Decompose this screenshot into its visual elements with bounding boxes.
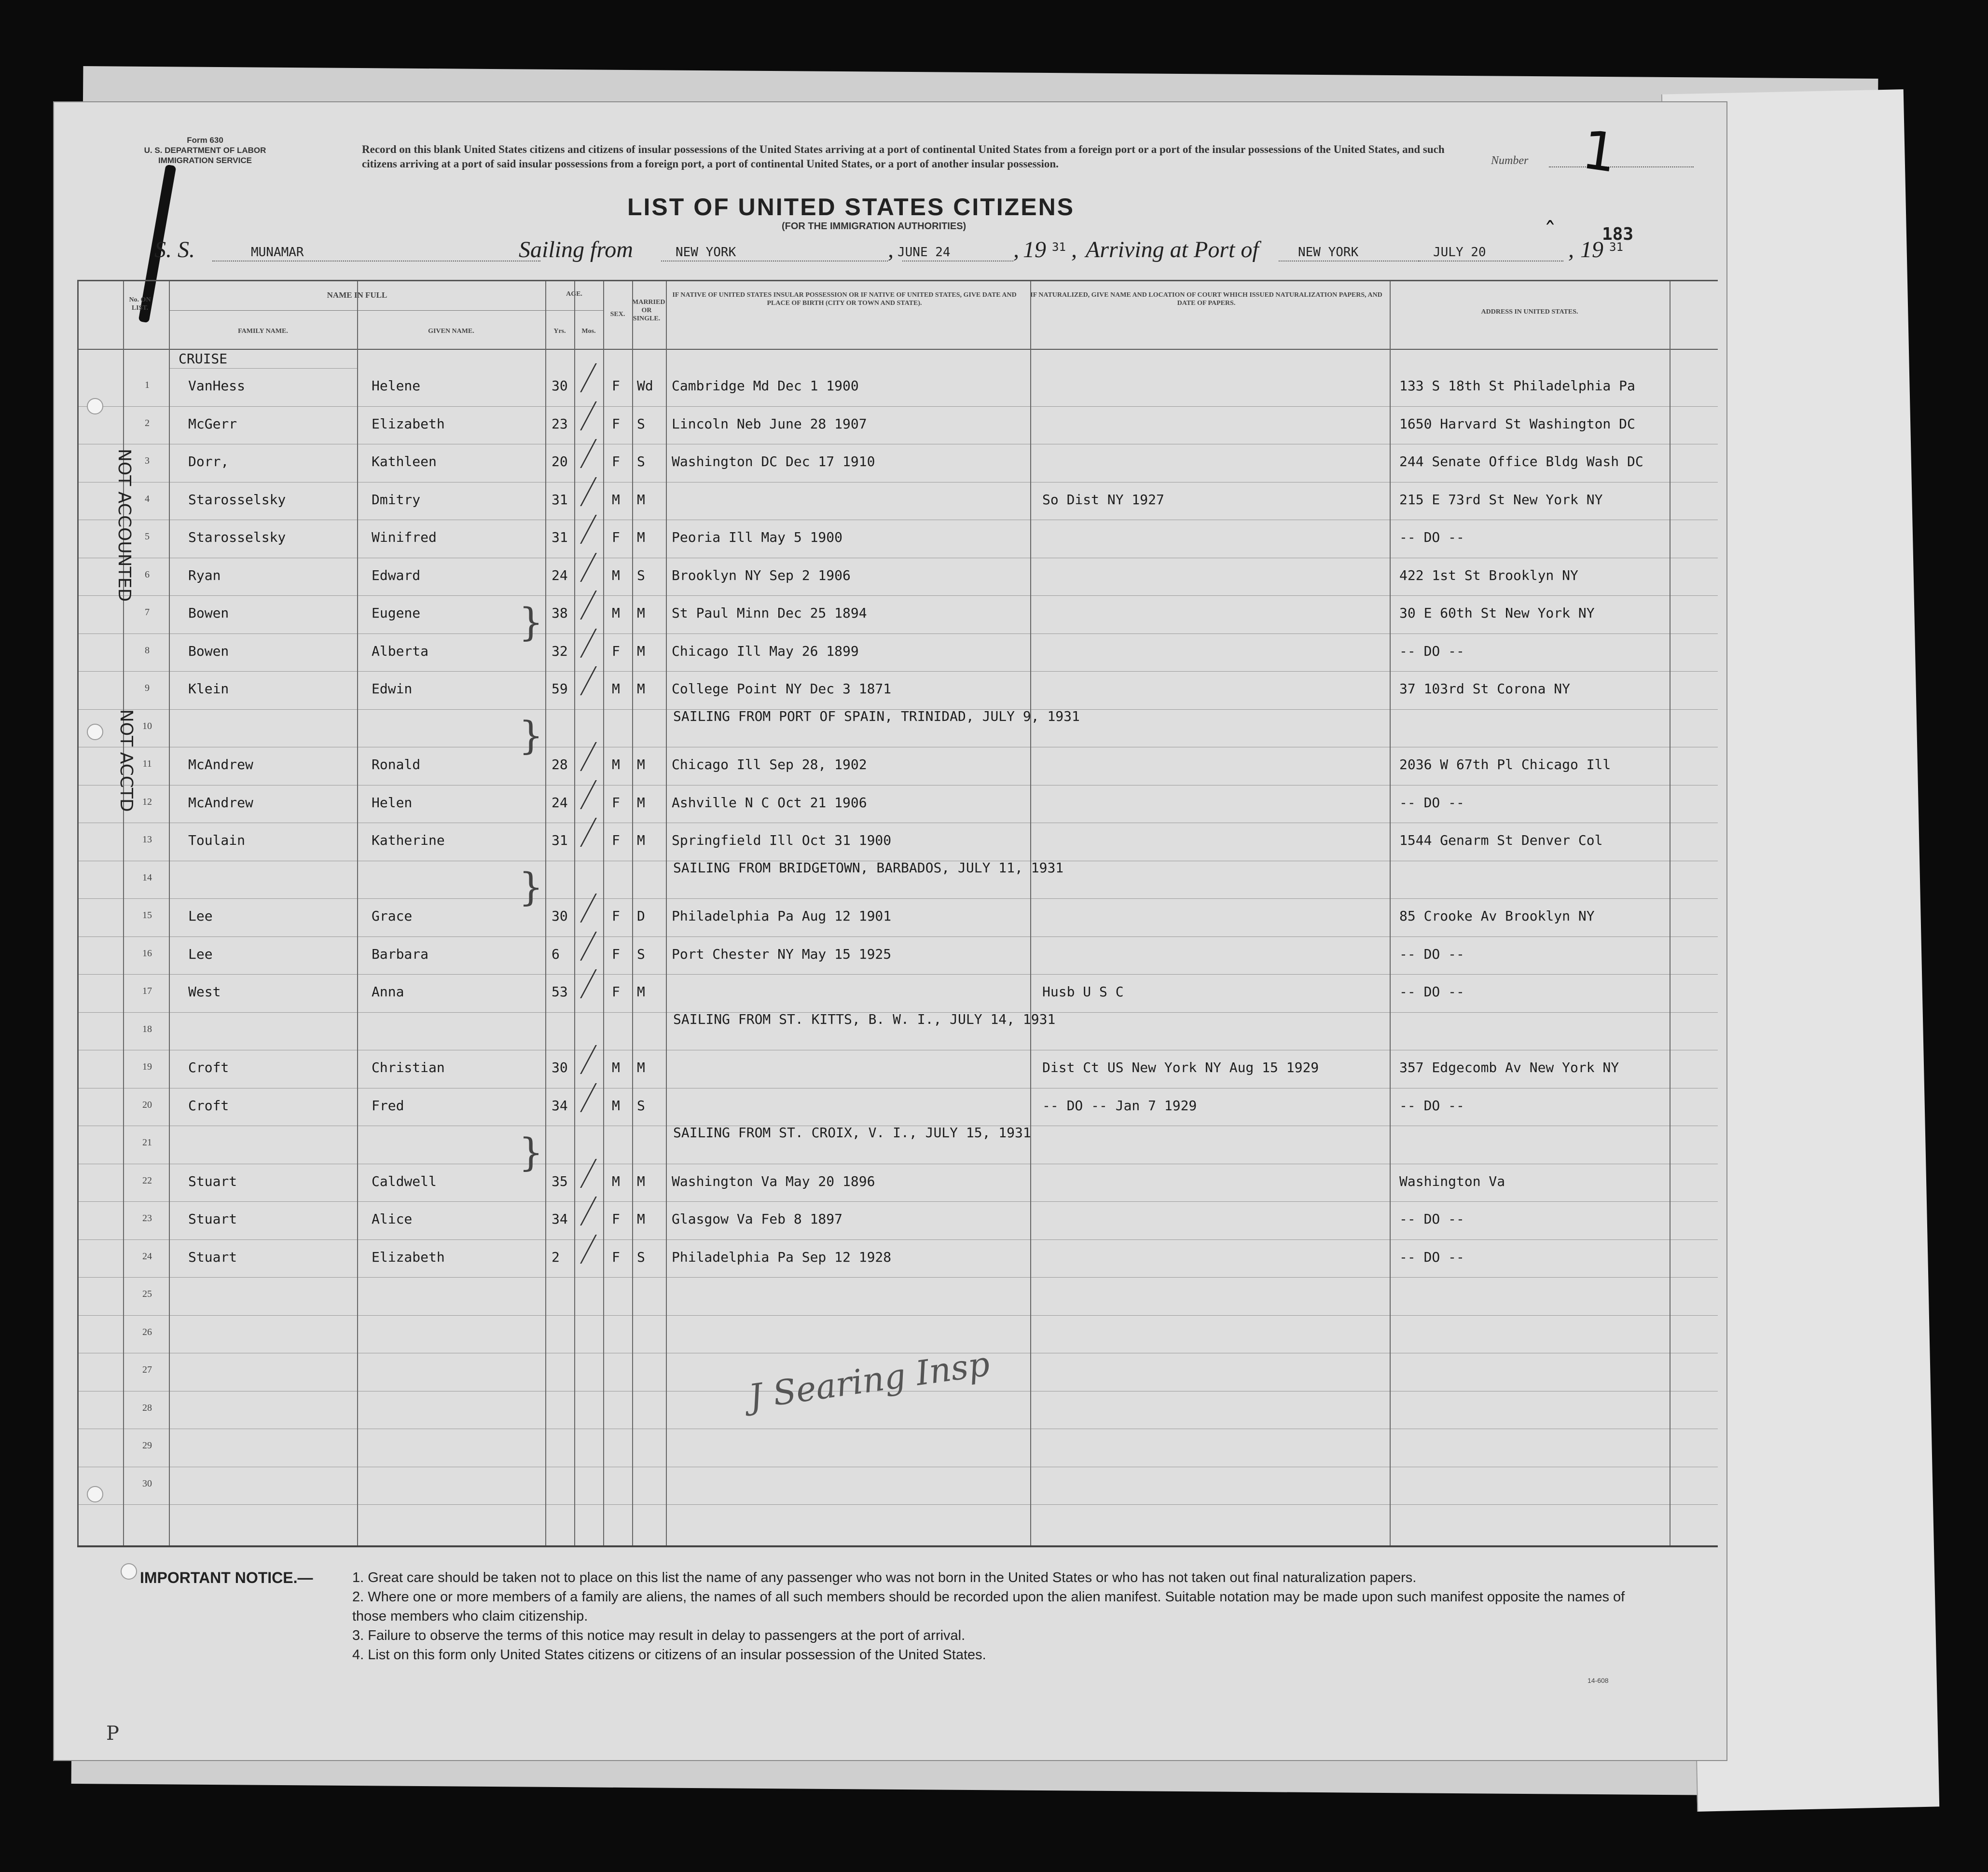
row-rule bbox=[77, 1201, 1718, 1202]
age-years: 32 bbox=[552, 643, 568, 659]
birth-place-date: Glasgow Va Feb 8 1897 bbox=[672, 1211, 843, 1227]
address: 1650 Harvard St Washington DC bbox=[1399, 415, 1635, 432]
address: Washington Va bbox=[1399, 1173, 1505, 1189]
given-name: Edward bbox=[372, 567, 421, 583]
family-name: Klein bbox=[188, 681, 229, 697]
family-name: Stuart bbox=[188, 1249, 237, 1265]
header-age: AGE. bbox=[566, 290, 582, 298]
birth-place-date: Brooklyn NY Sep 2 1906 bbox=[672, 567, 851, 583]
form-id bbox=[125, 135, 285, 165]
marital-status: M bbox=[637, 529, 645, 545]
age-years: 30 bbox=[552, 378, 568, 394]
sex: F bbox=[612, 415, 620, 432]
age-years: 20 bbox=[552, 454, 568, 469]
family-name: Starosselsky bbox=[188, 491, 286, 508]
header-address: ADDRESS IN UNITED STATES. bbox=[1481, 308, 1578, 316]
sex: F bbox=[612, 946, 620, 962]
address: 85 Crooke Av Brooklyn NY bbox=[1399, 908, 1595, 924]
given-name: Christian bbox=[372, 1060, 445, 1075]
sex: M bbox=[612, 567, 620, 583]
naturalization: Dist Ct US New York NY Aug 15 1929 bbox=[1042, 1060, 1319, 1075]
family-name: Croft bbox=[188, 1060, 229, 1075]
row-rule bbox=[77, 1504, 1718, 1505]
birth-place-date: Philadelphia Pa Aug 12 1901 bbox=[672, 908, 892, 924]
row-number: 15 bbox=[142, 910, 152, 921]
birth-place-date: Cambridge Md Dec 1 1900 bbox=[672, 378, 859, 394]
birth-place-date: College Point NY Dec 3 1871 bbox=[672, 681, 892, 697]
given-name: Anna bbox=[372, 984, 404, 1000]
instructions: Record on this blank United States citizens and citizens of insular possessions of the United States arriving at a port of continental United States from a foreign port or a port of the insular possessions of the United States, and such citizens arriving at a port of said insular possessions from a foreign port, a port of continental United States, or a port of another insular possession. bbox=[362, 143, 1445, 170]
row-number: 27 bbox=[142, 1364, 152, 1375]
column-rule bbox=[603, 281, 604, 1545]
age-years: 38 bbox=[552, 605, 568, 621]
family-name: McGerr bbox=[188, 415, 237, 432]
manifest-page bbox=[53, 101, 1727, 1761]
section-heading: SAILING FROM ST. KITTS, B. W. I., JULY 14, 1931 bbox=[673, 1011, 1056, 1027]
column-rule bbox=[77, 281, 79, 1545]
header-name-in-full: NAME IN FULL bbox=[327, 290, 387, 300]
binder-hole bbox=[121, 1563, 137, 1580]
sailing-from-line bbox=[661, 261, 888, 262]
row-number: 14 bbox=[142, 872, 152, 883]
age-years: 30 bbox=[552, 908, 568, 924]
column-rule bbox=[632, 281, 633, 1545]
section-heading: SAILING FROM BRIDGETOWN, BARBADOS, JULY 11, 1931 bbox=[673, 859, 1064, 876]
family-brace-icon: } bbox=[519, 865, 543, 909]
family-name: Bowen bbox=[188, 605, 229, 621]
sex: F bbox=[612, 643, 620, 659]
number-value: 1 bbox=[1578, 118, 1621, 185]
form-number: Form 630 bbox=[187, 136, 223, 145]
column-rule bbox=[1030, 281, 1031, 1545]
row-rule bbox=[77, 898, 1718, 899]
row-number: 21 bbox=[142, 1137, 152, 1148]
row-number: 5 bbox=[145, 531, 150, 542]
row-number: 16 bbox=[142, 948, 152, 959]
row-number: 10 bbox=[142, 720, 152, 731]
row-rule bbox=[77, 671, 1718, 672]
age-years: 31 bbox=[552, 529, 568, 545]
family-name: Toulain bbox=[188, 832, 246, 848]
birth-place-date: Chicago Ill Sep 28, 1902 bbox=[672, 757, 867, 772]
sailing-date-line bbox=[902, 261, 1013, 262]
given-name: Elizabeth bbox=[372, 415, 445, 432]
age-years: 31 bbox=[552, 491, 568, 508]
row-number: 4 bbox=[145, 493, 150, 504]
age-years: 2 bbox=[552, 1249, 560, 1265]
age-years: 24 bbox=[552, 567, 568, 583]
sailing-from: NEW YORK bbox=[676, 245, 736, 260]
given-name: Helen bbox=[372, 794, 413, 811]
binder-hole bbox=[87, 1486, 103, 1502]
voyage-line bbox=[53, 236, 1727, 270]
service: IMMIGRATION SERVICE bbox=[158, 156, 252, 165]
address: 30 E 60th St New York NY bbox=[1399, 605, 1595, 621]
header-birth: IF NATIVE OF UNITED STATES INSULAR POSSESSION OR IF NATIVE OF UNITED STATES, GIVE DATE AND PLACE OF BIRTH (CITY OR TOWN AND STATE). bbox=[672, 291, 1017, 307]
number-label: Number bbox=[1491, 154, 1529, 167]
sex: F bbox=[612, 529, 620, 545]
corner-mark: P bbox=[106, 1722, 119, 1745]
marital-status: Wd bbox=[637, 378, 653, 394]
given-name: Caldwell bbox=[372, 1173, 437, 1189]
section-heading: SAILING FROM PORT OF SPAIN, TRINIDAD, JULY 9, 1931 bbox=[673, 708, 1080, 724]
marital-status: S bbox=[637, 415, 645, 432]
row-rule bbox=[77, 1239, 1718, 1240]
address: -- DO -- bbox=[1399, 984, 1464, 1000]
address: -- DO -- bbox=[1399, 946, 1464, 962]
given-name: Alice bbox=[372, 1211, 413, 1227]
address: -- DO -- bbox=[1399, 643, 1464, 659]
row-number: 29 bbox=[142, 1440, 152, 1451]
birth-place-date: Chicago Ill May 26 1899 bbox=[672, 643, 859, 659]
row-number: 22 bbox=[142, 1175, 152, 1186]
row-number: 3 bbox=[145, 455, 150, 466]
birth-place-date: Washington DC Dec 17 1910 bbox=[672, 454, 875, 469]
address: 422 1st St Brooklyn NY bbox=[1399, 567, 1578, 583]
binder-hole bbox=[87, 724, 103, 740]
family-name: VanHess bbox=[188, 378, 246, 394]
cruise-label: CRUISE bbox=[179, 351, 228, 367]
birth-place-date: Springfield Ill Oct 31 1900 bbox=[672, 832, 892, 848]
arriving-port: NEW YORK bbox=[1298, 245, 1359, 260]
comma-2: , bbox=[1013, 237, 1019, 262]
family-brace-icon: } bbox=[519, 1129, 543, 1175]
column-rule bbox=[574, 281, 575, 1545]
address: -- DO -- bbox=[1399, 529, 1464, 545]
notice-items bbox=[352, 1568, 1655, 1665]
row-rule bbox=[77, 1277, 1718, 1278]
row-number: 12 bbox=[142, 796, 152, 807]
family-name: Bowen bbox=[188, 643, 229, 659]
family-name: Starosselsky bbox=[188, 529, 286, 545]
sex: F bbox=[612, 832, 620, 848]
row-number: 26 bbox=[142, 1326, 152, 1337]
address: 244 Senate Office Bldg Wash DC bbox=[1399, 454, 1643, 469]
row-number: 2 bbox=[145, 417, 150, 428]
row-number: 6 bbox=[145, 569, 150, 580]
family-name: West bbox=[188, 984, 221, 1000]
arriving-label: Arriving at Port of bbox=[1086, 237, 1259, 262]
row-rule bbox=[169, 368, 357, 369]
marital-status: M bbox=[637, 1173, 645, 1189]
row-number: 1 bbox=[145, 380, 150, 390]
age-years: 34 bbox=[552, 1211, 568, 1227]
address: -- DO -- bbox=[1399, 1211, 1464, 1227]
sex: F bbox=[612, 794, 620, 811]
row-number: 25 bbox=[142, 1289, 152, 1299]
row-number: 11 bbox=[142, 758, 152, 769]
birth-place-date: Philadelphia Pa Sep 12 1928 bbox=[672, 1249, 892, 1265]
column-rule bbox=[1390, 281, 1391, 1545]
column-rule bbox=[666, 281, 667, 1545]
age-years: 24 bbox=[552, 794, 568, 811]
address: 2036 W 67th Pl Chicago Ill bbox=[1399, 757, 1611, 772]
row-rule bbox=[77, 406, 1718, 407]
naturalization: -- DO -- Jan 7 1929 bbox=[1042, 1097, 1197, 1114]
year-prefix: 19 bbox=[1023, 237, 1046, 262]
age-years: 30 bbox=[552, 1060, 568, 1075]
marital-status: M bbox=[637, 794, 645, 811]
header-married: MARRIED OR SINGLE. bbox=[632, 299, 665, 322]
arriving-date: JULY 20 bbox=[1433, 245, 1486, 260]
age-years: 28 bbox=[552, 757, 568, 772]
tick-mark: ˆ bbox=[1544, 217, 1556, 245]
marital-status: S bbox=[637, 1249, 645, 1265]
arriving-line bbox=[1279, 261, 1419, 262]
family-name: McAndrew bbox=[188, 794, 253, 811]
given-name: Dmitry bbox=[372, 491, 421, 508]
sex: F bbox=[612, 1249, 620, 1265]
sex: M bbox=[612, 1060, 620, 1075]
sailing-from-label: Sailing from bbox=[519, 237, 633, 262]
sex: F bbox=[612, 454, 620, 469]
given-name: Katherine bbox=[372, 832, 445, 848]
given-name: Ronald bbox=[372, 757, 421, 772]
birth-place-date: Peoria Ill May 5 1900 bbox=[672, 529, 843, 545]
comma-4: , bbox=[1568, 237, 1574, 262]
inspector-signature: J Searing Insp bbox=[746, 1344, 993, 1417]
given-name: Barbara bbox=[372, 946, 429, 962]
naturalization: So Dist NY 1927 bbox=[1042, 491, 1164, 508]
sex: F bbox=[612, 984, 620, 1000]
row-rule bbox=[77, 595, 1718, 596]
given-name: Alberta bbox=[372, 643, 429, 659]
row-number: 13 bbox=[142, 834, 152, 845]
header-family-name: FAMILY NAME. bbox=[238, 328, 288, 335]
age-years: 31 bbox=[552, 832, 568, 848]
header-naturalized: IF NATURALIZED, GIVE NAME AND LOCATION OF COURT WHICH ISSUED NATURALIZATION PAPERS, AND DATE OF PAPERS. bbox=[1030, 291, 1382, 307]
marital-status: S bbox=[637, 454, 645, 469]
sex: M bbox=[612, 681, 620, 697]
address: -- DO -- bbox=[1399, 1097, 1464, 1114]
row-number: 19 bbox=[142, 1061, 152, 1072]
birth-place-date: Lincoln Neb June 28 1907 bbox=[672, 415, 867, 432]
ship-name: MUNAMAR bbox=[251, 245, 304, 260]
row-rule bbox=[77, 974, 1718, 975]
address: 215 E 73rd St New York NY bbox=[1399, 491, 1603, 508]
row-rule bbox=[77, 1315, 1718, 1316]
family-name: Stuart bbox=[188, 1173, 237, 1189]
corner-number: 183 bbox=[1602, 224, 1634, 244]
marital-status: S bbox=[637, 1097, 645, 1114]
column-rule bbox=[545, 281, 546, 1545]
page-title: LIST OF UNITED STATES CITIZENS bbox=[627, 193, 1075, 220]
address: 357 Edgecomb Av New York NY bbox=[1399, 1060, 1619, 1075]
family-brace-icon: } bbox=[519, 599, 543, 645]
family-name: Lee bbox=[188, 946, 213, 962]
marital-status: S bbox=[637, 567, 645, 583]
sex: M bbox=[612, 605, 620, 621]
given-name: Elizabeth bbox=[372, 1249, 445, 1265]
header-mos: Mos. bbox=[581, 328, 596, 335]
age-years: 53 bbox=[552, 984, 568, 1000]
row-number: 24 bbox=[142, 1251, 152, 1262]
birth-place-date: Port Chester NY May 15 1925 bbox=[672, 946, 892, 962]
age-years: 6 bbox=[552, 946, 560, 962]
family-name: Lee bbox=[188, 908, 213, 924]
sex: M bbox=[612, 1097, 620, 1114]
sex: M bbox=[612, 491, 620, 508]
marital-status: M bbox=[637, 605, 645, 621]
given-name: Grace bbox=[372, 908, 413, 924]
marital-status: M bbox=[637, 681, 645, 697]
birth-place-date: Washington Va May 20 1896 bbox=[672, 1173, 875, 1189]
address: 37 103rd St Corona NY bbox=[1399, 681, 1571, 697]
sex: F bbox=[612, 1211, 620, 1227]
page-subtitle: (FOR THE IMMIGRATION AUTHORITIES) bbox=[782, 221, 966, 232]
family-name: Stuart bbox=[188, 1211, 237, 1227]
comma-1: , bbox=[888, 237, 894, 262]
header-given-name: GIVEN NAME. bbox=[428, 328, 474, 335]
column-rule bbox=[169, 281, 170, 1545]
row-number: 9 bbox=[145, 683, 150, 693]
birth-place-date: St Paul Minn Dec 25 1894 bbox=[672, 605, 867, 621]
header-sex: SEX. bbox=[610, 311, 625, 318]
row-number: 18 bbox=[142, 1023, 152, 1034]
family-name: McAndrew bbox=[188, 757, 253, 772]
marital-status: M bbox=[637, 491, 645, 508]
arrival-year-suffix: 31 bbox=[1609, 240, 1623, 254]
header-yrs: Yrs. bbox=[553, 328, 566, 335]
row-rule bbox=[77, 633, 1718, 634]
marital-status: M bbox=[637, 1211, 645, 1227]
row-rule bbox=[77, 936, 1718, 937]
sex: M bbox=[612, 757, 620, 772]
age-years: 23 bbox=[552, 415, 568, 432]
sailing-date: JUNE 24 bbox=[897, 245, 951, 260]
ss-label: S. S. bbox=[154, 237, 195, 262]
naturalization: Husb U S C bbox=[1042, 984, 1124, 1000]
given-name: Winifred bbox=[372, 529, 437, 545]
notice-item-2: 2. Where one or more members of a family are aliens, the names of all such members should be recorded upon the alien manifest. Suitable notation may be made upon such manifest opposite the names of those members who claim citizenship. bbox=[352, 1589, 1625, 1624]
notice-item-3: 3. Failure to observe the terms of this notice may result in delay to passengers at the port of arrival. bbox=[352, 1628, 966, 1643]
arrival-year-prefix: 19 bbox=[1580, 237, 1603, 262]
row-number: 8 bbox=[145, 645, 150, 656]
year-suffix: 31 bbox=[1052, 240, 1066, 254]
marital-status: M bbox=[637, 984, 645, 1000]
family-brace-icon: } bbox=[519, 713, 543, 758]
marital-status: M bbox=[637, 757, 645, 772]
sex: F bbox=[612, 378, 620, 394]
given-name: Edwin bbox=[372, 681, 413, 697]
given-name: Helene bbox=[372, 378, 421, 394]
header-no-on-list: No. ON LIST. bbox=[129, 296, 151, 312]
age-years: 34 bbox=[552, 1097, 568, 1114]
notice-label: IMPORTANT NOTICE.— bbox=[140, 1569, 313, 1586]
marital-status: M bbox=[637, 643, 645, 659]
number-line bbox=[1549, 166, 1694, 167]
marital-status: S bbox=[637, 946, 645, 962]
sex: M bbox=[612, 1173, 620, 1189]
notice-item-4: 4. List on this form only United States citizens or citizens of an insular possession of the United States. bbox=[352, 1647, 986, 1663]
birth-place-date: Ashville N C Oct 21 1906 bbox=[672, 794, 867, 811]
family-name: Dorr, bbox=[188, 454, 229, 469]
row-number: 17 bbox=[142, 986, 152, 996]
given-name: Fred bbox=[372, 1097, 404, 1114]
marital-status: D bbox=[637, 908, 645, 924]
binder-hole bbox=[87, 398, 103, 414]
marital-status: M bbox=[637, 1060, 645, 1075]
arriving-date-line bbox=[1419, 261, 1563, 262]
notice-item-1: 1. Great care should be taken not to place on this list the name of any passenger who was not born in the United States or who has not taken out final naturalization papers. bbox=[352, 1570, 1417, 1585]
age-years: 59 bbox=[552, 681, 568, 697]
section-heading: SAILING FROM ST. CROIX, V. I., JULY 15, 1931 bbox=[673, 1125, 1031, 1141]
row-number: 30 bbox=[142, 1478, 152, 1489]
address: -- DO -- bbox=[1399, 794, 1464, 811]
table-header bbox=[77, 281, 1718, 350]
department: U. S. DEPARTMENT OF LABOR bbox=[144, 146, 266, 155]
margin-note-not-acctd: NOT ACCTD bbox=[116, 709, 136, 812]
family-name: Croft bbox=[188, 1097, 229, 1114]
form-code: 14-608 bbox=[1588, 1677, 1609, 1684]
sex: F bbox=[612, 908, 620, 924]
column-rule bbox=[357, 281, 358, 1545]
address: 133 S 18th St Philadelphia Pa bbox=[1399, 378, 1635, 394]
row-number: 20 bbox=[142, 1099, 152, 1110]
given-name: Kathleen bbox=[372, 454, 437, 469]
row-number: 7 bbox=[145, 607, 150, 618]
age-years: 35 bbox=[552, 1173, 568, 1189]
comma-3: , bbox=[1071, 237, 1077, 262]
margin-note-not-accounted: NOT ACCOUNTED bbox=[114, 449, 134, 602]
row-number: 23 bbox=[142, 1213, 152, 1224]
address: -- DO -- bbox=[1399, 1249, 1464, 1265]
row-number: 28 bbox=[142, 1402, 152, 1413]
ship-line bbox=[212, 261, 540, 262]
family-name: Ryan bbox=[188, 567, 221, 583]
marital-status: M bbox=[637, 832, 645, 848]
address: 1544 Genarm St Denver Col bbox=[1399, 832, 1603, 848]
given-name: Eugene bbox=[372, 605, 421, 621]
